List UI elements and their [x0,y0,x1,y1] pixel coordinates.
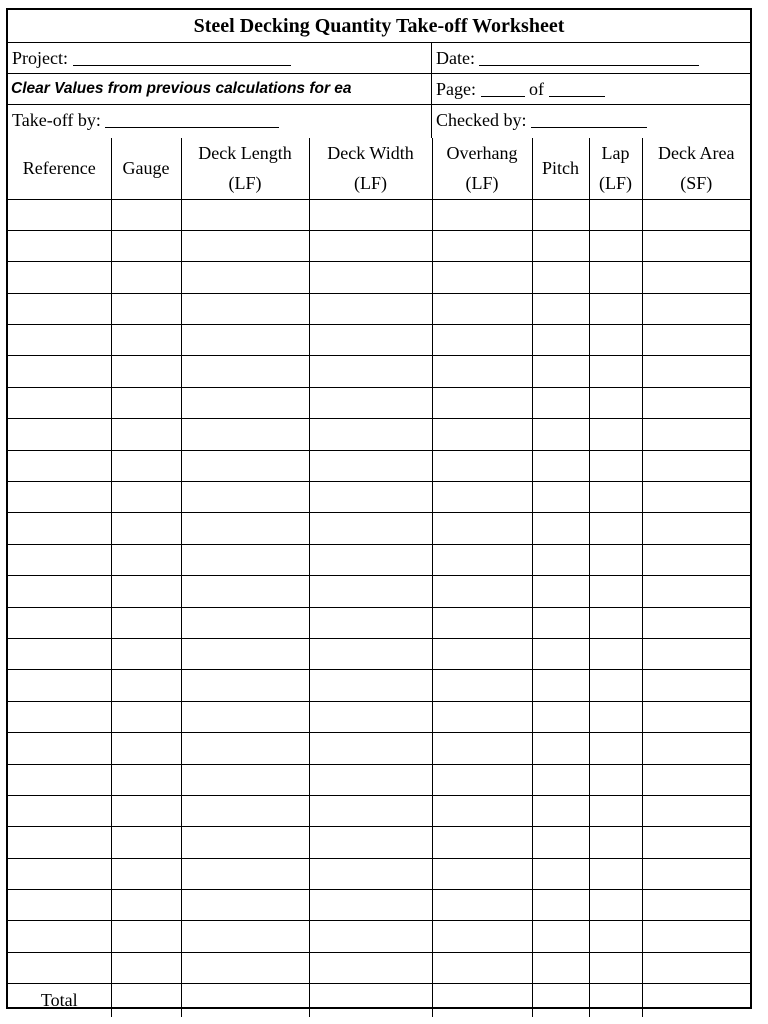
entry-cell[interactable] [642,419,750,450]
entry-cell[interactable] [532,419,589,450]
entry-cell[interactable] [181,356,309,387]
table-row [8,858,750,889]
page-number-blank[interactable] [481,78,525,97]
entry-cell[interactable] [589,764,642,795]
column-header-label: Overhang [446,143,518,164]
takeoff-table [8,138,750,1017]
entry-cell[interactable] [532,733,589,764]
entry-cell[interactable] [532,576,589,607]
entry-cell[interactable] [642,764,750,795]
entry-cell[interactable] [111,419,181,450]
entry-cell[interactable] [432,795,532,826]
entry-cell[interactable] [589,607,642,638]
entry-cell[interactable] [642,952,750,983]
entry-cell[interactable] [181,858,309,889]
entry-cell[interactable] [642,482,750,513]
entry-cell[interactable] [642,670,750,701]
entry-cell[interactable] [309,199,432,230]
entry-cell[interactable] [432,544,532,575]
entry-cell[interactable] [532,356,589,387]
entry-cell[interactable] [432,482,532,513]
entry-cell[interactable] [8,230,111,261]
entry-cell[interactable] [589,921,642,952]
entry-cell[interactable] [589,670,642,701]
entry-cell[interactable] [589,356,642,387]
entry-cell[interactable] [181,827,309,858]
table-row [8,576,750,607]
column-header-label: Lap [601,143,630,164]
worksheet [6,8,752,1009]
entry-cell[interactable] [642,638,750,669]
entry-cell[interactable] [181,890,309,921]
entry-cell[interactable] [642,513,750,544]
entry-cell[interactable] [309,482,432,513]
entry-cell[interactable] [532,670,589,701]
entry-cell[interactable] [181,607,309,638]
table-row [8,482,750,513]
entry-cell[interactable] [8,638,111,669]
entry-cell[interactable] [111,199,181,230]
entry-cell[interactable] [309,576,432,607]
entry-cell[interactable] [8,544,111,575]
entry-cell[interactable] [642,262,750,293]
entry-cell[interactable] [111,638,181,669]
entry-cell[interactable] [432,733,532,764]
date-label: Date: [436,48,475,68]
table-row [8,827,750,858]
column-header-label: Gauge [122,158,170,179]
entry-cell[interactable] [532,199,589,230]
entry-cell[interactable] [309,764,432,795]
entry-cell[interactable] [589,576,642,607]
entry-cell[interactable] [532,544,589,575]
entry-cell[interactable] [532,513,589,544]
date-field[interactable] [432,43,754,73]
entry-cell[interactable] [532,638,589,669]
table-row [8,764,750,795]
entry-cell[interactable] [642,230,750,261]
entry-cell[interactable] [309,230,432,261]
total-cell[interactable] [111,984,181,1017]
entry-cell[interactable] [111,795,181,826]
entry-cell[interactable] [432,230,532,261]
entry-cell[interactable] [532,325,589,356]
table-row [8,450,750,481]
takeoff-blank[interactable] [105,109,279,128]
entry-cell[interactable] [111,921,181,952]
entry-cell[interactable] [589,513,642,544]
clear-values-note: Clear Values from previous calculations for ea [11,80,352,97]
entry-cell[interactable] [309,325,432,356]
entry-cell[interactable] [589,795,642,826]
entry-cell[interactable] [589,199,642,230]
entry-cell[interactable] [111,701,181,732]
entry-cell[interactable] [642,293,750,324]
page-field[interactable] [432,74,754,104]
entry-cell[interactable] [181,230,309,261]
entry-cell[interactable] [532,795,589,826]
entry-cell[interactable] [8,450,111,481]
entry-cell[interactable] [642,607,750,638]
table-row [8,513,750,544]
project-blank[interactable] [73,47,291,66]
entry-cell[interactable] [309,387,432,418]
entry-cell[interactable] [181,764,309,795]
entry-cell[interactable] [181,513,309,544]
entry-cell[interactable] [432,325,532,356]
entry-cell[interactable] [642,921,750,952]
page-total-blank[interactable] [549,78,605,97]
entry-cell[interactable] [111,513,181,544]
entry-cell[interactable] [8,262,111,293]
date-blank[interactable] [479,47,699,66]
table-row [8,638,750,669]
entry-cell[interactable] [309,952,432,983]
entry-cell[interactable] [309,356,432,387]
entry-cell[interactable] [111,858,181,889]
entry-cell[interactable] [8,199,111,230]
entry-cell[interactable] [589,325,642,356]
entry-cell[interactable] [111,733,181,764]
table-row [8,544,750,575]
entry-cell[interactable] [432,952,532,983]
total-cell[interactable] [532,984,589,1017]
takeoff-label: Take-off by: [12,110,101,130]
total-cell[interactable] [309,984,432,1017]
column-header-label: Reference [22,158,96,179]
column-header-deck-area [642,138,750,199]
column-header-overhang [432,138,532,199]
entry-cell[interactable] [432,387,532,418]
worksheet-title: Steel Decking Quantity Take-off Worksheet [8,10,750,43]
entry-cell[interactable] [111,387,181,418]
entry-cell[interactable] [309,701,432,732]
column-header-reference [8,138,111,199]
entry-cell[interactable] [432,576,532,607]
entry-cell[interactable] [181,952,309,983]
entry-cell[interactable] [432,638,532,669]
entry-cell[interactable] [181,262,309,293]
entry-cell[interactable] [111,827,181,858]
column-header-unit: (LF) [228,173,262,194]
entry-cell[interactable] [642,890,750,921]
entry-cell[interactable] [111,607,181,638]
column-header-lap [589,138,642,199]
entry-cell[interactable] [111,293,181,324]
takeoff-checked-row [8,105,750,138]
total-cell[interactable] [181,984,309,1017]
entry-cell[interactable] [8,607,111,638]
entry-cell[interactable] [532,952,589,983]
entry-cell[interactable] [589,387,642,418]
table-header-row [8,138,750,199]
entry-cell[interactable] [309,544,432,575]
entry-cell[interactable] [8,764,111,795]
entry-cell[interactable] [8,795,111,826]
table-row [8,387,750,418]
entry-cell[interactable] [642,450,750,481]
entry-cell[interactable] [589,419,642,450]
table-row [8,262,750,293]
entry-cell[interactable] [8,670,111,701]
table-row [8,952,750,983]
total-label: Total [8,984,111,1017]
entry-cell[interactable] [181,419,309,450]
entry-cell[interactable] [532,701,589,732]
entry-cell[interactable] [432,450,532,481]
column-header-deck-length [181,138,309,199]
entry-cell[interactable] [181,670,309,701]
entry-cell[interactable] [111,576,181,607]
table-row [8,701,750,732]
table-row [8,293,750,324]
entry-cell[interactable] [532,262,589,293]
total-cell[interactable] [432,984,532,1017]
entry-cell[interactable] [181,638,309,669]
entry-cell[interactable] [309,858,432,889]
entry-cell[interactable] [589,952,642,983]
entry-cell[interactable] [432,356,532,387]
total-cell[interactable] [642,984,750,1017]
entry-cell[interactable] [432,827,532,858]
table-row [8,356,750,387]
entry-cell[interactable] [181,544,309,575]
column-header-unit: (LF) [599,173,632,194]
entry-cell[interactable] [589,293,642,324]
entry-cell[interactable] [181,293,309,324]
entry-cell[interactable] [642,733,750,764]
entry-cell[interactable] [8,827,111,858]
entry-cell[interactable] [111,482,181,513]
entry-cell[interactable] [8,733,111,764]
entry-cell[interactable] [532,764,589,795]
entry-cell[interactable] [642,325,750,356]
entry-cell[interactable] [642,858,750,889]
entry-cell[interactable] [309,513,432,544]
entry-cell[interactable] [589,230,642,261]
entry-cell[interactable] [642,387,750,418]
entry-cell[interactable] [181,450,309,481]
entry-cell[interactable] [111,764,181,795]
entry-cell[interactable] [8,293,111,324]
entry-cell[interactable] [8,387,111,418]
entry-cell[interactable] [8,952,111,983]
entry-cell[interactable] [432,199,532,230]
entry-cell[interactable] [181,576,309,607]
column-header-label: Deck Length [198,143,292,164]
entry-cell[interactable] [309,921,432,952]
entry-cell[interactable] [589,262,642,293]
entry-cell[interactable] [111,670,181,701]
entry-cell[interactable] [589,827,642,858]
entry-cell[interactable] [532,921,589,952]
entry-cell[interactable] [309,827,432,858]
entry-cell[interactable] [111,952,181,983]
entry-cell[interactable] [589,733,642,764]
entry-cell[interactable] [432,293,532,324]
column-header-label: Deck Width [327,143,414,164]
column-header-gauge [111,138,181,199]
checked-blank[interactable] [531,109,647,128]
entry-cell[interactable] [642,199,750,230]
entry-cell[interactable] [642,701,750,732]
entry-cell[interactable] [432,607,532,638]
entry-cell[interactable] [432,262,532,293]
entry-cell[interactable] [8,356,111,387]
table-row [8,230,750,261]
entry-cell[interactable] [532,387,589,418]
project-date-row [8,43,750,74]
entry-cell[interactable] [309,890,432,921]
entry-cell[interactable] [432,701,532,732]
entry-cell[interactable] [181,482,309,513]
column-header-deck-width [309,138,432,199]
entry-cell[interactable] [532,607,589,638]
entry-cell[interactable] [309,733,432,764]
column-header-pitch [532,138,589,199]
entry-cell[interactable] [309,670,432,701]
entry-cell[interactable] [111,325,181,356]
entry-cell[interactable] [432,513,532,544]
total-row [8,984,750,1017]
entry-cell[interactable] [642,576,750,607]
entry-cell[interactable] [532,230,589,261]
entry-cell[interactable] [642,795,750,826]
table-row [8,607,750,638]
entry-cell[interactable] [532,858,589,889]
entry-cell[interactable] [309,638,432,669]
entry-cell[interactable] [532,482,589,513]
entry-cell[interactable] [309,293,432,324]
entry-cell[interactable] [432,764,532,795]
entry-cell[interactable] [532,890,589,921]
entry-cell[interactable] [111,262,181,293]
entry-cell[interactable] [181,387,309,418]
table-row [8,921,750,952]
entry-cell[interactable] [181,733,309,764]
entry-cell[interactable] [589,450,642,481]
entry-cell[interactable] [181,701,309,732]
entry-cell[interactable] [432,921,532,952]
column-header-label: Deck Area [658,143,735,164]
column-header-unit: (LF) [465,173,499,194]
entry-cell[interactable] [309,262,432,293]
table-row [8,795,750,826]
entry-cell[interactable] [589,890,642,921]
takeoff-field[interactable] [8,105,432,138]
entry-cell[interactable] [642,544,750,575]
entry-cell[interactable] [642,356,750,387]
note-page-row [8,74,750,105]
entry-cell[interactable] [181,199,309,230]
entry-cell[interactable] [8,701,111,732]
table-row [8,199,750,230]
entry-cell[interactable] [8,921,111,952]
project-label: Project: [12,48,68,68]
entry-cell[interactable] [181,921,309,952]
entry-cell[interactable] [642,827,750,858]
entry-cell[interactable] [532,827,589,858]
column-header-unit: (LF) [354,173,387,194]
entry-cell[interactable] [589,482,642,513]
entry-cell[interactable] [309,795,432,826]
entry-cell[interactable] [432,858,532,889]
page-label: Page: [436,79,476,99]
column-header-label: Pitch [541,158,579,179]
entry-cell[interactable] [111,356,181,387]
entry-cell[interactable] [432,670,532,701]
entry-cell[interactable] [111,450,181,481]
entry-cell[interactable] [181,795,309,826]
total-cell[interactable] [589,984,642,1017]
entry-cell[interactable] [309,450,432,481]
entry-cell[interactable] [589,701,642,732]
table-row [8,890,750,921]
entry-cell[interactable] [8,576,111,607]
project-field[interactable] [8,43,432,73]
table-row [8,419,750,450]
entry-cell[interactable] [8,482,111,513]
entry-cell[interactable] [532,450,589,481]
entry-cell[interactable] [8,858,111,889]
entry-cell[interactable] [432,419,532,450]
entry-cell[interactable] [111,544,181,575]
entry-cell[interactable] [8,513,111,544]
table-row [8,325,750,356]
entry-cell[interactable] [309,419,432,450]
entry-cell[interactable] [589,858,642,889]
entry-cell[interactable] [589,638,642,669]
page-of-label: of [529,79,544,99]
table-row [8,670,750,701]
entry-cell[interactable] [8,890,111,921]
checked-label: Checked by: [436,110,527,130]
entry-cell[interactable] [589,544,642,575]
column-header-unit: (SF) [680,173,713,194]
entry-cell[interactable] [8,419,111,450]
entry-cell[interactable] [111,230,181,261]
entry-cell[interactable] [309,607,432,638]
entry-cell[interactable] [8,325,111,356]
entry-cell[interactable] [111,890,181,921]
checked-field[interactable] [432,105,754,138]
table-row [8,733,750,764]
entry-cell[interactable] [181,325,309,356]
entry-cell[interactable] [532,293,589,324]
entry-cell[interactable] [432,890,532,921]
